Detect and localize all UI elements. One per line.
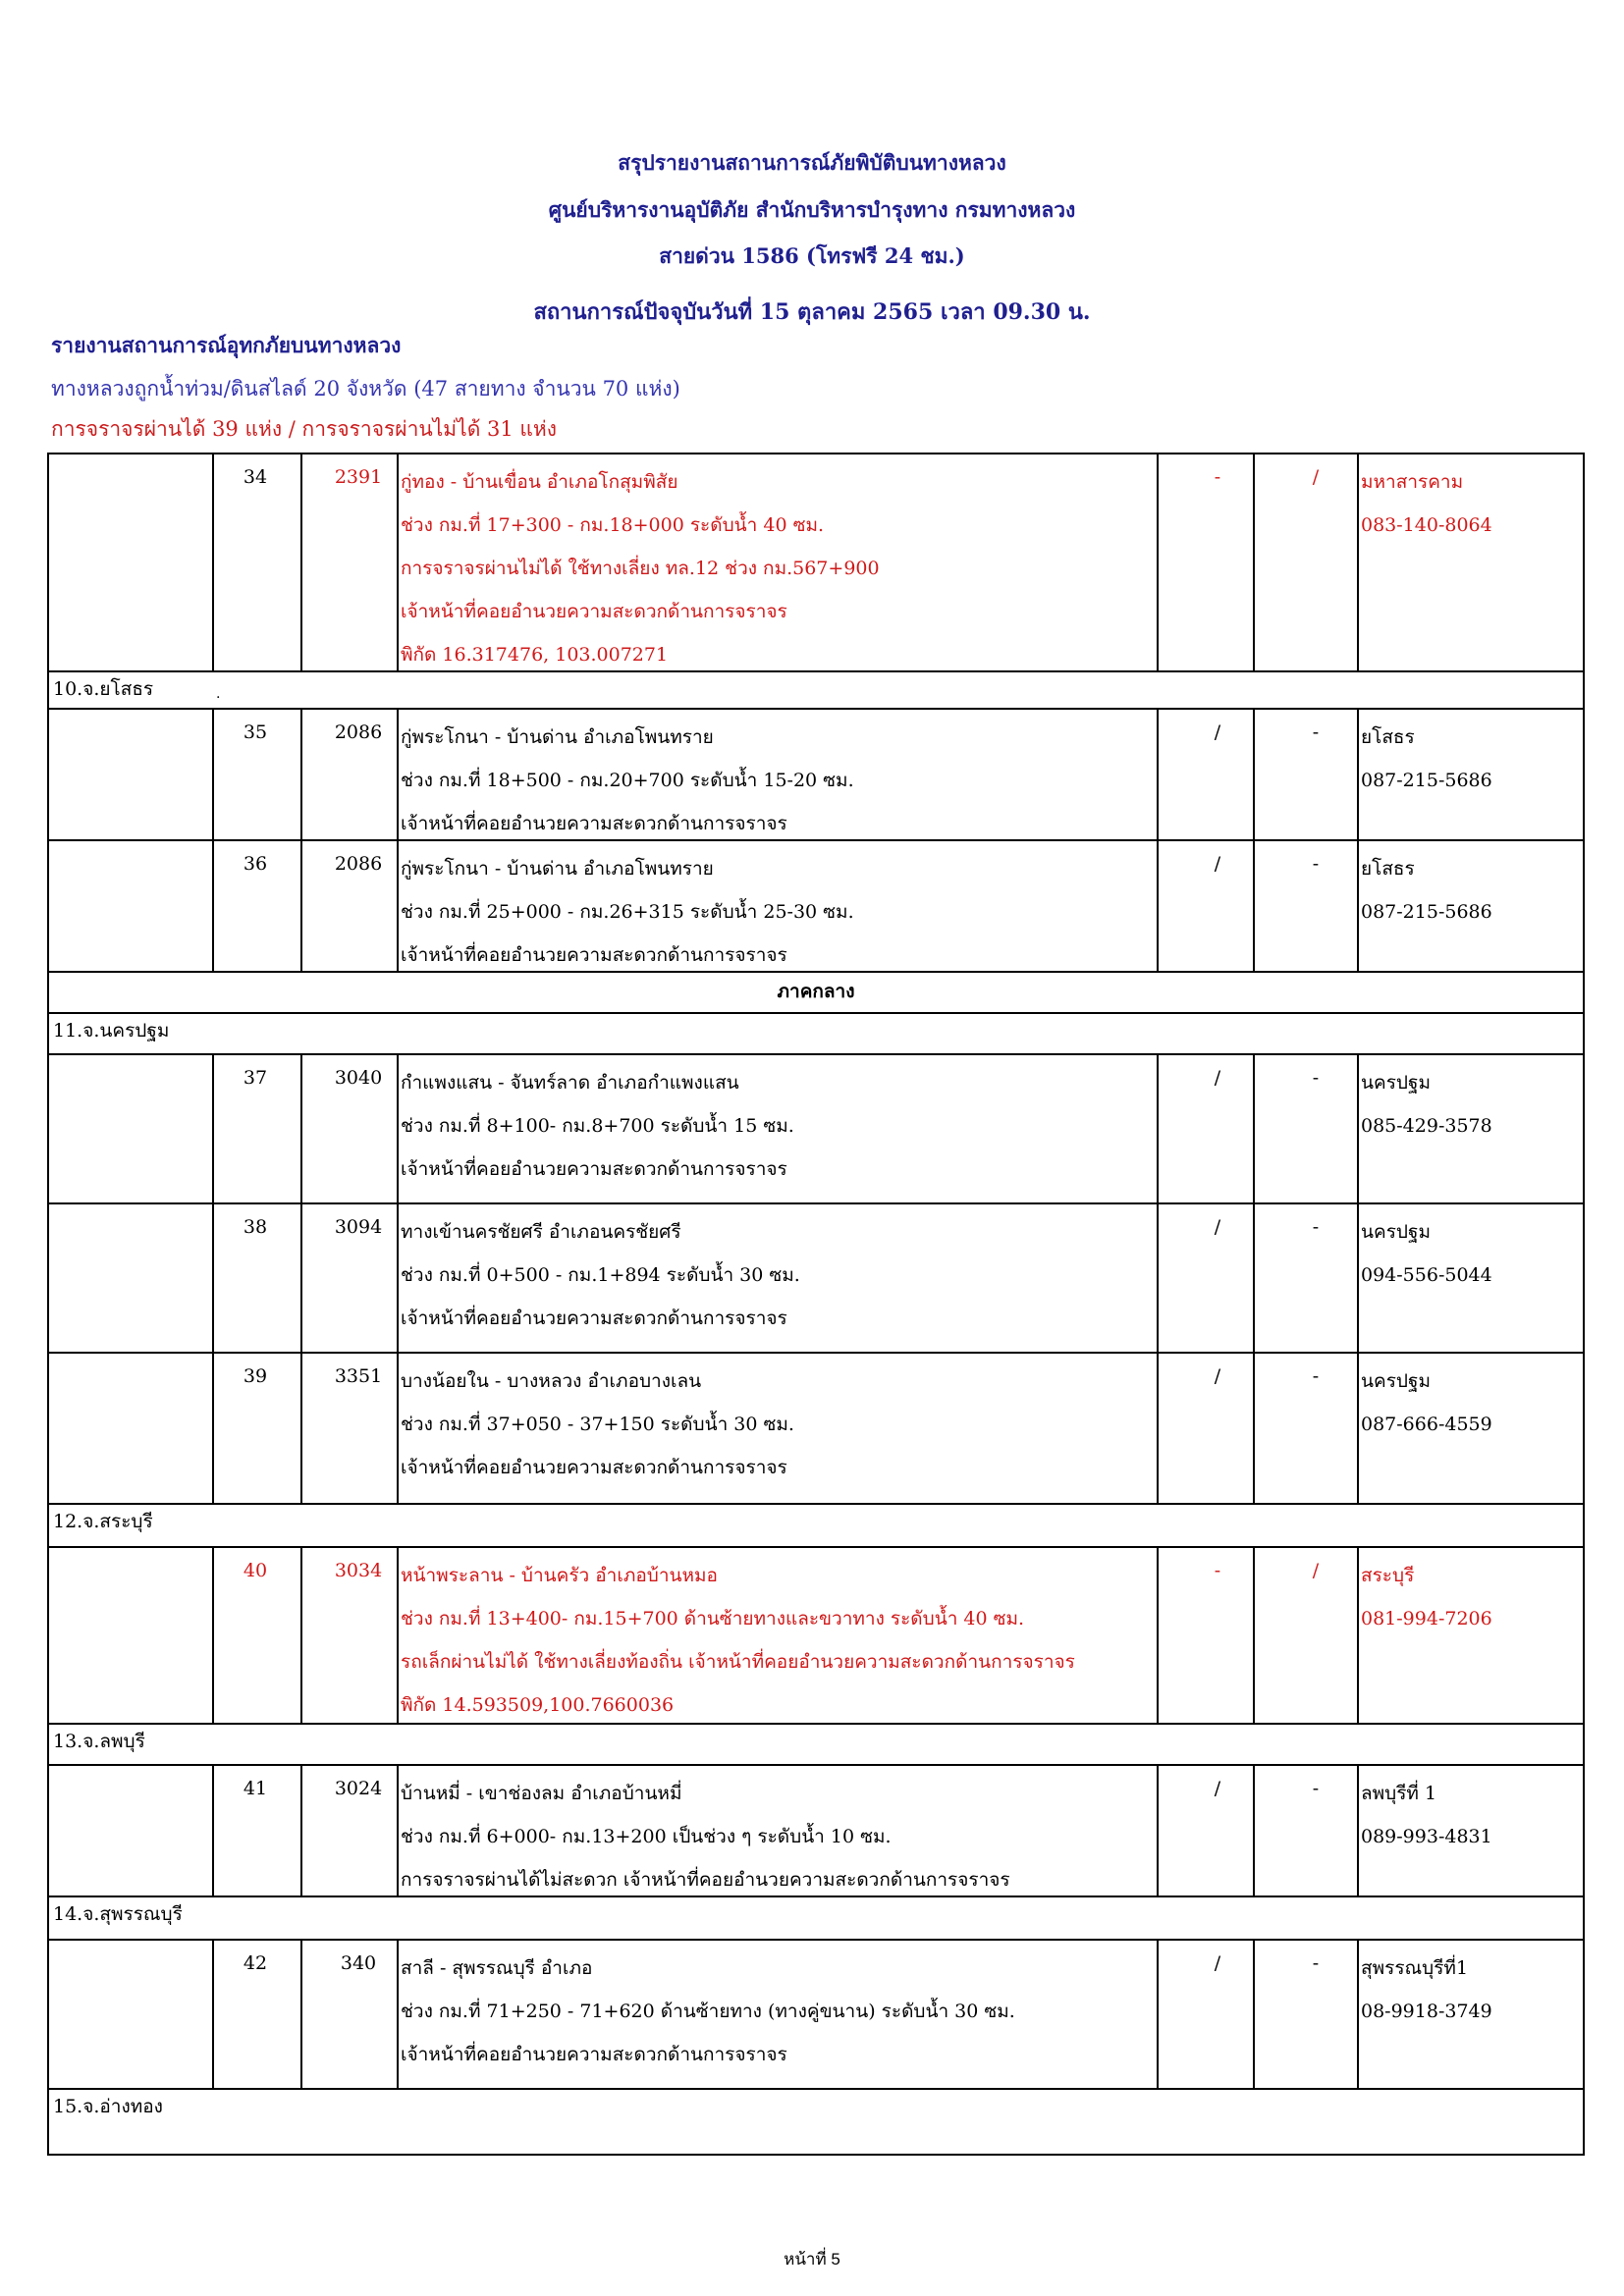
location-description: กู่พระโกนา - บ้านด่าน อำเภอโพนทราย ช่วง กม.ที่ 18+500 - กม.20+700 ระดับน้ำ 15-20 ซม. เจ้าหน้าที่คอยอำนวยความสะดวกด้านการจราจร: [401, 726, 854, 834]
table-row: [49, 1055, 1583, 1204]
responsible-office: นครปฐม 087-666-4559: [1361, 1370, 1492, 1435]
route-number: 2086: [334, 853, 383, 875]
summary-traffic: การจราจรผ่านได้ 39 แห่ง / การจราจรผ่านไม่ได้ 31 แห่ง: [51, 417, 558, 441]
passable-mark: -: [1214, 1560, 1221, 1581]
table-row: [49, 1941, 1583, 2090]
responsible-office: ลพบุรีที่ 1 089-993-4831: [1361, 1783, 1492, 1847]
impassable-mark: -: [1312, 1067, 1320, 1089]
location-description: บ้านหมี่ - เขาช่องลม อำเภอบ้านหมี่ ช่วง กม.ที่ 6+000- กม.13+200 เป็นช่วง ๆ ระดับน้ำ 10 ซม. การจราจรผ่านได้ไม่สะดวก เจ้าหน้าที่คอยอำนวยความสะดวกด้านการจราจร: [401, 1783, 1010, 1891]
province-header: 11.จ.นครปฐม: [49, 1014, 1583, 1055]
item-number: 39: [243, 1365, 268, 1387]
responsible-office: มหาสารคาม 083-140-8064: [1361, 471, 1492, 536]
location-description: กู่ทอง - บ้านเขื่อน อำเภอโกสุมพิสัย ช่วง กม.ที่ 17+300 - กม.18+000 ระดับน้ำ 40 ซม. การจราจรผ่านไม่ได้ ใช้ทางเลี่ยง ทล.12 ช่วง กม.567+900 เจ้าหน้าที่คอยอำนวยความสะดวกด้านการจราจร พิกัด 16.317476, 103.007271: [401, 471, 880, 666]
passable-mark: /: [1214, 1067, 1221, 1089]
location-description: สาลี - สุพรรณบุรี อำเภอ ช่วง กม.ที่ 71+250 - 71+620 ด้านซ้ายทาง (ทางคู่ขนาน) ระดับน้ำ 30 ซม. เจ้าหน้าที่คอยอำนวยความสะดวกด้านการจราจร: [401, 1957, 1015, 2065]
location-description: ทางเข้านครชัยศรี อำเภอนครชัยศรี ช่วง กม.ที่ 0+500 - กม.1+894 ระดับน้ำ 30 ซม. เจ้าหน้าที่คอยอำนวยความสะดวกด้านการจราจร: [401, 1221, 800, 1329]
impassable-mark: /: [1312, 466, 1320, 488]
impassable-mark: -: [1312, 1216, 1320, 1238]
impassable-mark: -: [1312, 1778, 1320, 1799]
passable-mark: /: [1214, 721, 1221, 743]
impassable-mark: /: [1312, 1560, 1320, 1581]
report-title: สรุปรายงานสถานการณ์ภัยพิบัติบนทางหลวง: [618, 150, 1006, 175]
responsible-office: สระบุรี 081-994-7206: [1361, 1565, 1492, 1629]
route-number: 340: [340, 1952, 377, 1974]
item-number: 38: [243, 1216, 268, 1238]
page-number: หน้าที่ 5: [784, 2250, 840, 2269]
impassable-mark: -: [1312, 853, 1320, 875]
summary-affected: ทางหลวงถูกน้ำท่วม/ดินสไลด์ 20 จังหวัด (47 สายทาง จำนวน 70 แห่ง): [51, 377, 680, 400]
province-header: 14.จ.สุพรรณบุรี: [49, 1897, 1583, 1941]
passable-mark: /: [1214, 1216, 1221, 1238]
item-number: 36: [243, 853, 268, 875]
province-header: 10.จ.ยโสธร .: [49, 672, 1583, 710]
table-row: [49, 1204, 1583, 1354]
responsible-office: นครปฐม 085-429-3578: [1361, 1072, 1492, 1137]
province-header: 15.จ.อ่างทอง: [53, 2096, 163, 2117]
table-row: [49, 1354, 1583, 1505]
responsible-office: ยโสธร 087-215-5686: [1361, 858, 1492, 923]
responsible-office: นครปฐม 094-556-5044: [1361, 1221, 1492, 1286]
province-header: 13.จ.ลพบุรี: [49, 1725, 1583, 1766]
route-number: 3351: [334, 1365, 383, 1387]
impassable-mark: -: [1312, 1365, 1320, 1387]
location-description: กู่พระโกนา - บ้านด่าน อำเภอโพนทราย ช่วง กม.ที่ 25+000 - กม.26+315 ระดับน้ำ 25-30 ซม. เจ้าหน้าที่คอยอำนวยความสะดวกด้านการจราจร: [401, 858, 854, 966]
table-row: [49, 454, 1583, 672]
route-number: 2391: [334, 466, 383, 488]
responsible-office: สุพรรณบุรีที่1 08-9918-3749: [1361, 1957, 1492, 2022]
route-number: 3094: [334, 1216, 383, 1238]
passable-mark: /: [1214, 853, 1221, 875]
item-number: 42: [243, 1952, 268, 1974]
report-datetime: สถานการณ์ปัจจุบันวันที่ 15 ตุลาคม 2565 เวลา 09.30 น.: [533, 299, 1091, 325]
passable-mark: -: [1214, 466, 1221, 488]
route-number: 3034: [334, 1560, 383, 1581]
location-description: บางน้อยใน - บางหลวง อำเภอบางเลน ช่วง กม.ที่ 37+050 - 37+150 ระดับน้ำ 30 ซม. เจ้าหน้าที่คอยอำนวยความสะดวกด้านการจราจร: [401, 1370, 794, 1478]
section-title: รายงานสถานการณ์อุทกภัยบนทางหลวง: [51, 333, 402, 357]
table-row: [49, 841, 1583, 973]
item-number: 37: [243, 1067, 268, 1089]
impassable-mark: -: [1312, 1952, 1320, 1974]
table-row: [49, 710, 1583, 841]
province-header: 12.จ.สระบุรี: [49, 1505, 1583, 1548]
item-number: 35: [243, 721, 268, 743]
location-description: กำแพงแสน - จันทร์ลาด อำเภอกำแพงแสน ช่วง กม.ที่ 8+100- กม.8+700 ระดับน้ำ 15 ซม. เจ้าหน้าที่คอยอำนวยความสะดวกด้านการจราจร: [401, 1072, 794, 1180]
passable-mark: /: [1214, 1365, 1221, 1387]
table-row: [49, 1766, 1583, 1897]
flood-report-table: [47, 453, 1585, 2156]
item-number: 34: [243, 466, 268, 488]
passable-mark: /: [1214, 1778, 1221, 1799]
item-number: 40: [243, 1560, 268, 1581]
responsible-office: ยโสธร 087-215-5686: [1361, 726, 1492, 791]
hotline: สายด่วน 1586 (โทรฟรี 24 ชม.): [659, 243, 965, 268]
route-number: 3040: [334, 1067, 383, 1089]
item-number: 41: [243, 1778, 268, 1799]
passable-mark: /: [1214, 1952, 1221, 1974]
region-header: ภาคกลาง: [49, 973, 1583, 1014]
route-number: 2086: [334, 721, 383, 743]
impassable-mark: -: [1312, 721, 1320, 743]
table-row: [49, 1548, 1583, 1725]
report-agency: ศูนย์บริหารงานอุบัติภัย สำนักบริหารบำรุงทาง กรมทางหลวง: [548, 197, 1076, 222]
location-description: หน้าพระลาน - บ้านครัว อำเภอบ้านหมอ ช่วง กม.ที่ 13+400- กม.15+700 ด้านซ้ายทางและขวาทาง ระดับน้ำ 40 ซม. รถเล็กผ่านไม่ได้ ใช้ทางเลี่ยงท้องถิ่น เจ้าหน้าที่คอยอำนวยความสะดวกด้านการจราจร พิกัด 14.593509,100.7660036: [401, 1565, 1075, 1716]
route-number: 3024: [334, 1778, 383, 1799]
